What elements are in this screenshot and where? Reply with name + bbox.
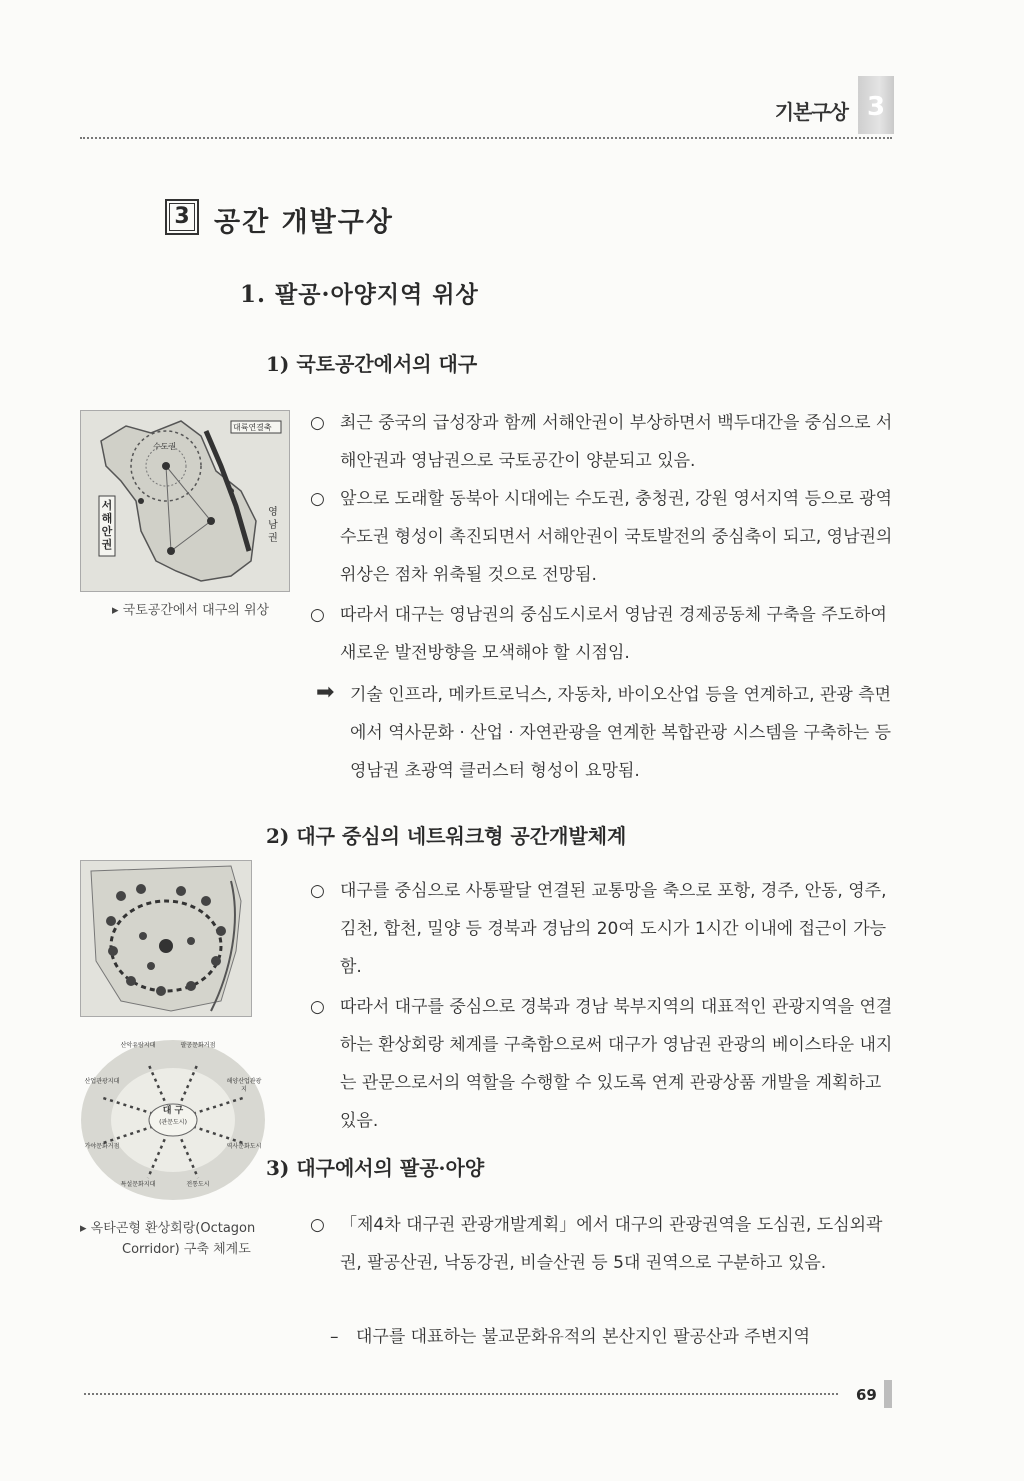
- octagon-node-6: 특설문화지대: [120, 1181, 156, 1188]
- page-tab-marker: [884, 1380, 892, 1408]
- arrow-note-1: ➡ 기술 인프라, 메카트로닉스, 자동차, 바이오산업 등을 연계하고, 관광 측면에서 역사문화 · 산업 · 자연관광을 연계한 복합관광 시스템을 구축하는 등 영남권 초광역 클러스터 형성이 요망됨.: [310, 676, 895, 790]
- octagon-node-8: 산업관광지대: [84, 1078, 120, 1085]
- right-arrow-icon: ➡: [316, 680, 335, 705]
- bullet-2-1: ○ 대구를 중심으로 사통팔달 연결된 교통망을 축으로 포항, 경주, 안동, 영주, 김천, 합천, 밀양 등 경북과 경남의 20여 도시가 1시간 이내에 접근이 가능함.: [310, 872, 895, 986]
- running-header-label: 기본구상: [774, 100, 848, 124]
- dash-note-3: – 대구를 대표하는 불교문화유적의 본산지인 팔공산과 주변지역: [310, 1318, 895, 1356]
- network-map-figure: [80, 860, 252, 1017]
- footer-divider: [84, 1393, 838, 1395]
- chapter-tab: 3: [858, 76, 894, 134]
- heading-part-2: 2) 대구 중심의 네트워크형 공간개발체계: [266, 824, 627, 848]
- bullet-3-1: ○ 「제4차 대구권 관광개발계획」에서 대구의 관광권역을 도심권, 도심외곽권, 팔공산권, 낙동강권, 비슬산권 등 5대 권역으로 구분하고 있음.: [310, 1206, 895, 1282]
- octagon-node-7: 가야문화거점: [84, 1143, 120, 1150]
- circle-bullet-icon: ○: [310, 605, 325, 625]
- octagon-node-5: 전통도시: [186, 1181, 210, 1188]
- octagon-node-1: 산악유람지대: [120, 1042, 156, 1049]
- caption-marker-icon: ▸: [80, 1221, 91, 1236]
- octagon-node-4: 역사문화도시: [226, 1143, 262, 1150]
- octagon-node-2: 팔공문화거점: [180, 1042, 216, 1049]
- circle-bullet-icon: ○: [310, 881, 325, 901]
- figure-1-caption: ▸ 국토공간에서 대구의 위상: [112, 603, 270, 618]
- map-label-box: 대륙연결축: [233, 423, 272, 432]
- map-label-west: 서해안권: [101, 499, 113, 551]
- section-number-box: 3: [165, 199, 199, 235]
- figure-3-caption: ▸ 옥타곤형 환상회랑(Octagon Corridor) 구축 체계도: [80, 1221, 256, 1257]
- circle-bullet-icon: ○: [310, 413, 325, 433]
- heading-part-1: 1) 국토공간에서의 대구: [266, 352, 478, 376]
- caption-marker-icon: ▸: [112, 603, 123, 618]
- map-label-capital: 수도권: [153, 442, 177, 451]
- map-label-east: 영남권: [268, 507, 278, 544]
- circle-bullet-icon: ○: [310, 1215, 325, 1235]
- circle-bullet-icon: ○: [310, 997, 325, 1017]
- octagon-node-3: 해양산업관광지: [226, 1078, 262, 1093]
- bullet-1-3: ○ 따라서 대구는 영남권의 중심도시로서 영남권 경제공동체 구축을 주도하여 새로운 발전방향을 모색해야 할 시점임.: [310, 596, 895, 672]
- page-number: 69: [856, 1386, 877, 1404]
- octagon-center-label: 대 구: [162, 1106, 184, 1116]
- bullet-1-2: ○ 앞으로 도래할 동북아 시대에는 수도권, 충청권, 강원 영서지역 등으로 광역수도권 형성이 촉진되면서 서해안권이 국토발전의 중심축이 되고, 영남권의 위상은 점차 위축될 것으로 전망됨.: [310, 480, 895, 594]
- octagon-corridor-figure: [78, 1038, 268, 1203]
- circle-bullet-icon: ○: [310, 489, 325, 509]
- bullet-1-1: ○ 최근 중국의 급성장과 함께 서해안권이 부상하면서 백두대간을 중심으로 서해안권과 영남권으로 국토공간이 양분되고 있음.: [310, 404, 895, 480]
- korea-map-figure: [80, 410, 290, 592]
- subsection-title: 1. 팔공·아양지역 위상: [240, 281, 479, 308]
- bullet-2-2: ○ 따라서 대구를 중심으로 경북과 경남 북부지역의 대표적인 관광지역을 연결하는 환상회랑 체계를 구축함으로써 대구가 영남권 관광의 베이스타운 내지는 관문으로서의 역할을 수행할 수 있도록 연계 관광상품 개발을 계획하고 있음.: [310, 988, 895, 1140]
- network-map-drawing: [81, 861, 251, 1016]
- header-divider: [80, 137, 892, 139]
- octagon-center-sub: (관문도시): [159, 1119, 187, 1126]
- heading-part-3: 3) 대구에서의 팔공·아양: [266, 1156, 485, 1180]
- dash-bullet-icon: –: [330, 1327, 339, 1347]
- section-title: 공간 개발구상: [214, 207, 394, 238]
